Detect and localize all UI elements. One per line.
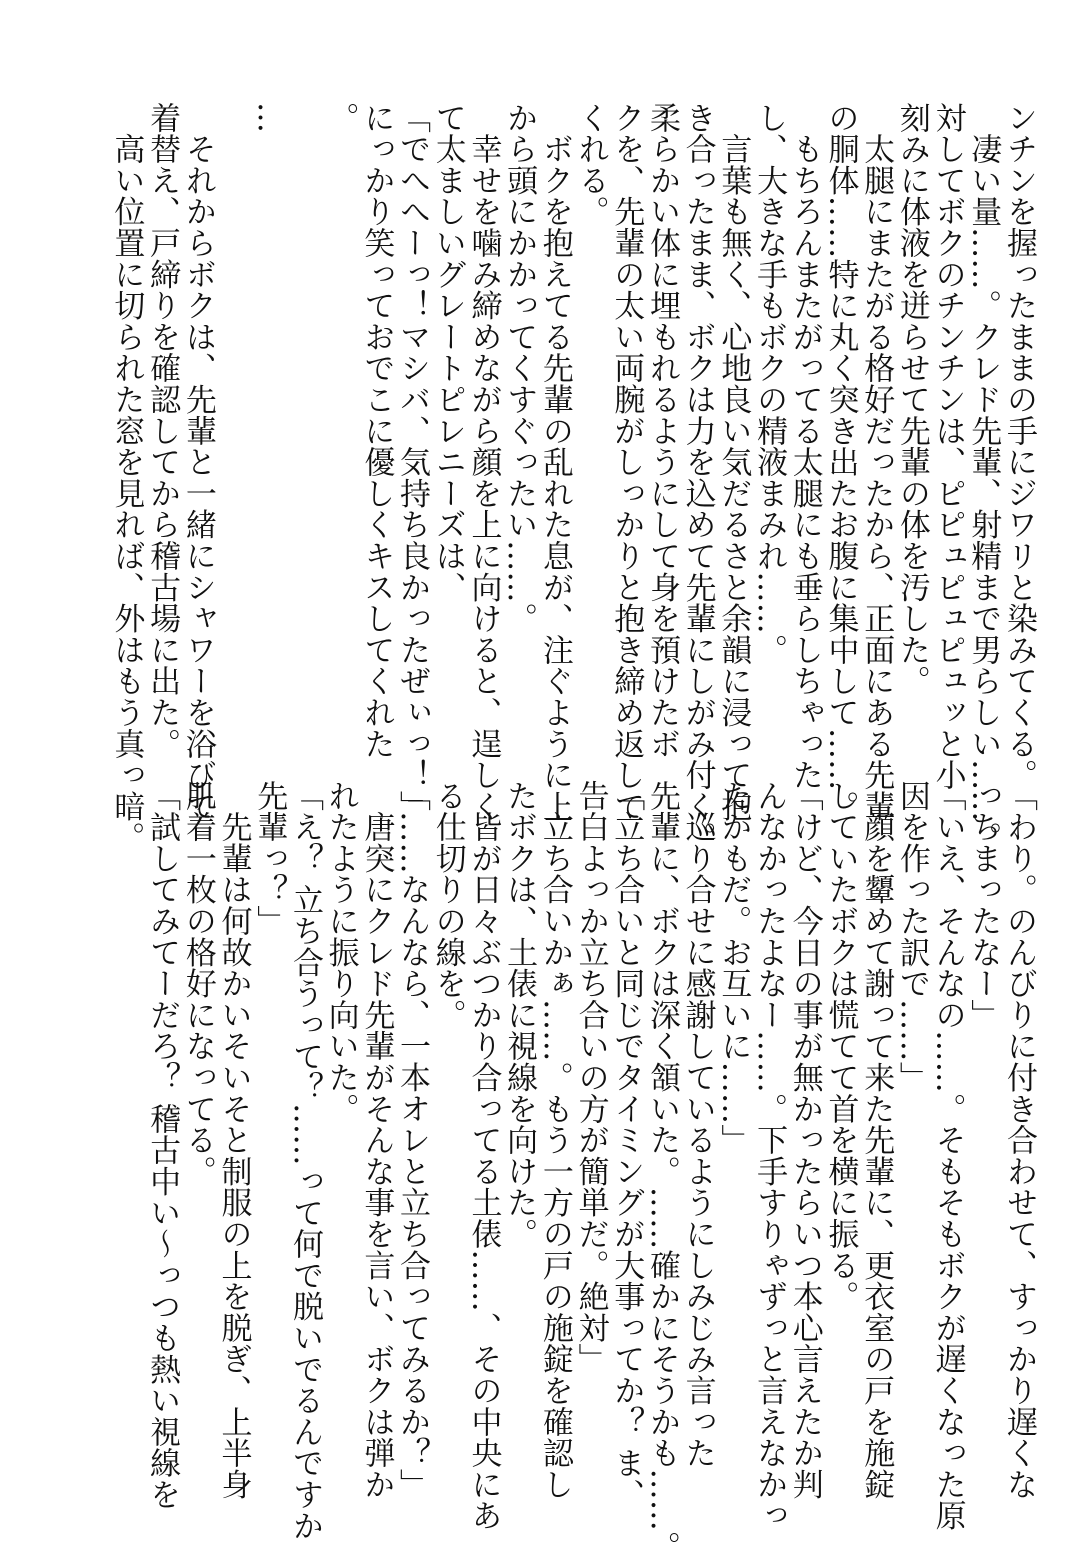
- lower-text-line: 「……なんなら、一本オレと立ち合ってみるか？」: [394, 780, 431, 1500]
- upper-text-line: …: [251, 102, 288, 134]
- lower-text-line: 顔を顰めて謝って来た先輩に、更衣室の戸を施錠: [858, 780, 895, 1500]
- lower-text-line: していたボクは慌てて首を横に振る。: [822, 780, 859, 1313]
- upper-text-block: [108, 102, 1037, 854]
- lower-text-line: 巡り合せに感謝しているようにしみじみ言った: [679, 780, 716, 1469]
- upper-text-line: 凄い量……。クレド先輩、射精まで男らしい……。: [965, 102, 1002, 854]
- lower-text-line: れたように振り向いた。: [322, 780, 359, 1125]
- upper-text-line: ンチンを握ったままの手にジワリと染みてくる。: [1001, 102, 1037, 791]
- lower-text-line: 肌着一枚の格好になってる。: [179, 780, 216, 1187]
- upper-text-line: [215, 102, 251, 742]
- upper-text-line: 言葉も無く、心地良い気だるさと余韻に浸って抱: [715, 102, 752, 822]
- upper-text-line: 高い位置に切られた窓を見れば、外はもう真っ暗。: [108, 102, 145, 854]
- lower-text-line: たボクは、土俵に視線を向けた。: [501, 780, 538, 1250]
- upper-text-line: し、大きな手もボクの精液まみれ……。: [751, 102, 788, 666]
- upper-text-line: [286, 102, 322, 742]
- lower-text-line: 告白よっか立ち合いの方が簡単だ。絶対」: [572, 780, 609, 1375]
- lower-text-line: 「わり。のんびりに付き合わせて、すっかり遅くな: [1001, 780, 1037, 1500]
- lower-text-line: っちまったなー」: [965, 780, 1002, 1031]
- upper-text-line: て太ましいグレートピレニーズは、: [429, 102, 466, 603]
- upper-text-line: き合ったまま、ボクは力を込めて先輩にしがみ付く。: [679, 102, 716, 854]
- upper-text-line: 幸せを噛み締めながら顔を上に向けると、逞しく: [465, 102, 502, 822]
- lower-text-line: 立ち合いかぁ……。もう一方の戸の施錠を確認し: [536, 780, 573, 1500]
- lower-text-line: たかもだ。お互いに……」: [715, 780, 752, 1156]
- lower-text-line: 「え？ 立ち合うって？……って何で脱いでるんですか: [286, 780, 323, 1542]
- upper-text-line: 太腿にまたがる格好だったから、正面にある先輩: [858, 102, 895, 822]
- lower-text-line: 唐突にクレド先輩がそんな事を言い、ボクは弾か: [358, 780, 395, 1500]
- lower-text-line: 先輩っ？」: [251, 780, 288, 937]
- lower-text-line: 「試してみてーだろ？ 稽古中い～っつも熱い視線を: [144, 780, 181, 1511]
- upper-text-line: もちろんまたがってる太腿にも垂らしちゃった: [786, 102, 823, 791]
- upper-text-line: 刻みに体液を迸らせて先輩の体を汚した。: [893, 102, 930, 697]
- upper-text-line: それからボクは、先輩と一緒にシャワーを浴びて: [179, 102, 216, 822]
- upper-text-line: 「でへへーっ！マシバ、気持ち良かったぜぃっ！」: [394, 102, 431, 822]
- lower-text-block: [81, 780, 1037, 1563]
- lower-text-line: 先輩に、ボクは深く頷いた。……確かにそうかも……。: [643, 780, 680, 1563]
- lower-text-line: 皆が日々ぶつかり合ってる土俵……、その中央にあ: [465, 780, 502, 1532]
- upper-text-line: クを、先輩の太い両腕がしっかりと抱き締め返して: [608, 102, 645, 822]
- lower-text-line: んなかったよなー……。下手すりゃずっと言えなかっ: [751, 780, 788, 1532]
- upper-text-line: 着替え、戸締りを確認してから稽古場に出た。: [144, 102, 181, 760]
- lower-text-line: る仕切りの線を。: [429, 780, 466, 1031]
- lower-text-line: 「立ち合いと同じでタイミングが大事ってか？ ま、: [608, 780, 645, 1511]
- lower-text-line: 「けど、今日の事が無かったらいつ本心言えたか判: [786, 780, 823, 1500]
- lower-text-line: 因を作った訳で……」: [893, 780, 930, 1093]
- upper-text-line: 。: [322, 102, 359, 134]
- upper-text-line: にっかり笑っておでこに優しくキスしてくれた: [358, 102, 395, 760]
- upper-text-line: の胴体……特に丸く突き出たお腹に集中して……。: [822, 102, 859, 822]
- lower-text-line: 「いえ、そんなの……。そもそもボクが遅くなった原: [929, 780, 966, 1532]
- lower-text-line: 先輩は何故かいそいそと制服の上を脱ぎ、上半身: [215, 780, 252, 1500]
- upper-text-line: 柔らかい体に埋もれるようにして身を預けたボ: [643, 102, 680, 760]
- upper-text-line: ボクを抱えてる先輩の乱れた息が、注ぐように上: [536, 102, 573, 822]
- upper-text-line: くれる。: [572, 102, 609, 228]
- upper-text-line: 対してボクのチンチンは、ピピュピュピュッと小: [929, 102, 966, 791]
- upper-text-line: から頭にかかってくすぐったい……。: [501, 102, 538, 635]
